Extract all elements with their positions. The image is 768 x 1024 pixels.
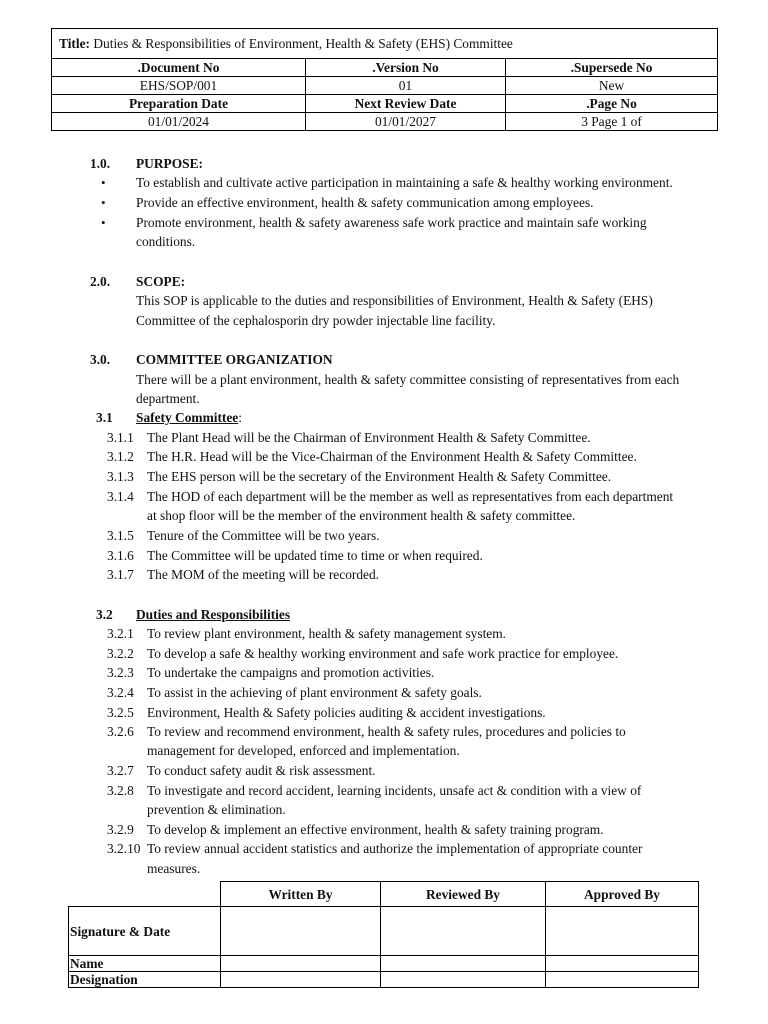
written-by-designation-field[interactable] [221,972,381,988]
section-number: 3.0. [90,352,111,367]
duty-item: To review plant environment, health & safety management system. [147,626,507,641]
next-review-date-label: Next Review Date [306,95,506,113]
heading-colon: : [238,410,242,425]
reviewed-by-signature-field[interactable] [381,907,546,956]
page-no-label: .Page No [506,95,718,113]
document-no-value: EHS/SOP/001 [52,77,306,95]
approved-by-header: Approved By [546,882,699,907]
organization-text: department. [136,391,200,406]
subsection-number: 3.1 [96,410,113,425]
next-review-date-value: 01/01/2027 [306,113,506,131]
title-cell [52,29,718,59]
approved-by-name-field[interactable] [546,956,699,972]
duty-item-continuation: management for developed, enforced and implementation. [147,743,460,758]
document-title: Duties & Responsibilities of Environment, Health & Safety (EHS) Committee [93,35,513,51]
purpose-bullet: Promote environment, health & safety awareness safe work practice and maintain safe working [136,215,647,230]
written-by-header: Written By [221,882,381,907]
safety-committee-title: Safety Committee [136,410,239,425]
designation-label: Designation [69,972,221,988]
committee-item: The EHS person will be the secretary of the Environment Health & Safety Committee. [147,469,612,484]
page-no-value: 3 Page 1 of [506,113,718,131]
bullet-icon: • [101,215,106,230]
item-number: 3.2.1 [107,626,134,641]
item-number: 3.1.1 [107,430,134,445]
duty-item: To review and recommend environment, health & safety rules, procedures and policies to [147,724,626,739]
bullet-icon: • [101,175,106,190]
item-number: 3.1.2 [107,449,134,464]
supersede-no-label: .Supersede No [506,59,718,77]
duty-item-continuation: measures. [147,861,201,876]
written-by-name-field[interactable] [221,956,381,972]
purpose-bullet: Provide an effective environment, health & safety communication among employees. [136,195,594,210]
duty-item: To undertake the campaigns and promotion activities. [147,665,435,680]
committee-item: The H.R. Head will be the Vice-Chairman of the Environment Health & Safety Committee. [147,449,637,464]
duty-item-continuation: prevention & elimination. [147,802,286,817]
item-number: 3.1.6 [107,548,134,563]
item-number: 3.2.2 [107,646,134,661]
item-number: 3.2.9 [107,822,134,837]
reviewed-by-name-field[interactable] [381,956,546,972]
item-number: 3.2.5 [107,705,134,720]
duty-item: To investigate and record accident, learning incidents, unsafe act & condition with a view of [147,783,642,798]
duty-item: To conduct safety audit & risk assessment. [147,763,376,778]
written-by-signature-field[interactable] [221,907,381,956]
subsection-number: 3.2 [96,607,113,622]
section-heading-scope: SCOPE: [136,274,186,289]
signature-date-label: Signature & Date [69,907,221,956]
duty-item: To develop & implement an effective environment, health & safety training program. [147,822,604,837]
subsection-heading-duties: Duties and Responsibilities [136,607,291,622]
committee-item-continuation: at shop floor will be the member of the environment health & safety committee. [147,508,576,523]
item-number: 3.2.6 [107,724,134,739]
title-label: Title: [59,35,90,51]
duty-item: Environment, Health & Safety policies auditing & accident investigations. [147,705,546,720]
bullet-icon: • [101,195,106,210]
preparation-date-value: 01/01/2024 [52,113,306,131]
section-heading-purpose: PURPOSE: [136,156,203,171]
section-number: 2.0. [90,274,111,289]
committee-item: The Plant Head will be the Chairman of Environment Health & Safety Committee. [147,430,591,445]
purpose-bullet: To establish and cultivate active participation in maintaining a safe & healthy working environment. [136,175,673,190]
item-number: 3.2.10 [107,841,141,856]
item-number: 3.2.4 [107,685,134,700]
approved-by-signature-field[interactable] [546,907,699,956]
item-number: 3.1.4 [107,489,134,504]
signoff-table [68,881,699,988]
item-number: 3.2.3 [107,665,134,680]
committee-item: The MOM of the meeting will be recorded. [147,567,380,582]
committee-item: Tenure of the Committee will be two years. [147,528,380,543]
item-number: 3.1.3 [107,469,134,484]
item-number: 3.1.7 [107,567,134,582]
version-no-label: .Version No [306,59,506,77]
duty-item: To develop a safe & healthy working environment and safe work practice for employee. [147,646,619,661]
committee-item: The Committee will be updated time to time or when required. [147,548,483,563]
scope-text: Committee of the cephalosporin dry powder injectable line facility. [136,313,496,328]
item-number: 3.2.7 [107,763,134,778]
preparation-date-label: Preparation Date [52,95,306,113]
approved-by-designation-field[interactable] [546,972,699,988]
subsection-heading-safety-committee [136,409,242,427]
document-no-label: .Document No [52,59,306,77]
name-label: Name [69,956,221,972]
purpose-bullet-continuation: conditions. [136,234,196,249]
section-heading-organization: COMMITTEE ORGANIZATION [136,352,333,367]
section-number: 1.0. [90,156,111,171]
organization-text: There will be a plant environment, health & safety committee consisting of representatives from each [136,372,680,387]
reviewed-by-designation-field[interactable] [381,972,546,988]
supersede-no-value: New [506,77,718,95]
item-number: 3.1.5 [107,528,134,543]
item-number: 3.2.8 [107,783,134,798]
document-header-table [51,28,718,131]
duty-item: To assist in the achieving of plant environment & safety goals. [147,685,482,700]
scope-text: This SOP is applicable to the duties and responsibilities of Environment, Health & Safety (EHS) [136,293,653,308]
committee-item: The HOD of each department will be the member as well as representatives from each department [147,489,674,504]
reviewed-by-header: Reviewed By [381,882,546,907]
version-no-value: 01 [306,77,506,95]
duty-item: To review annual accident statistics and authorize the implementation of appropriate counter [147,841,643,856]
signoff-corner-cell [69,882,221,907]
